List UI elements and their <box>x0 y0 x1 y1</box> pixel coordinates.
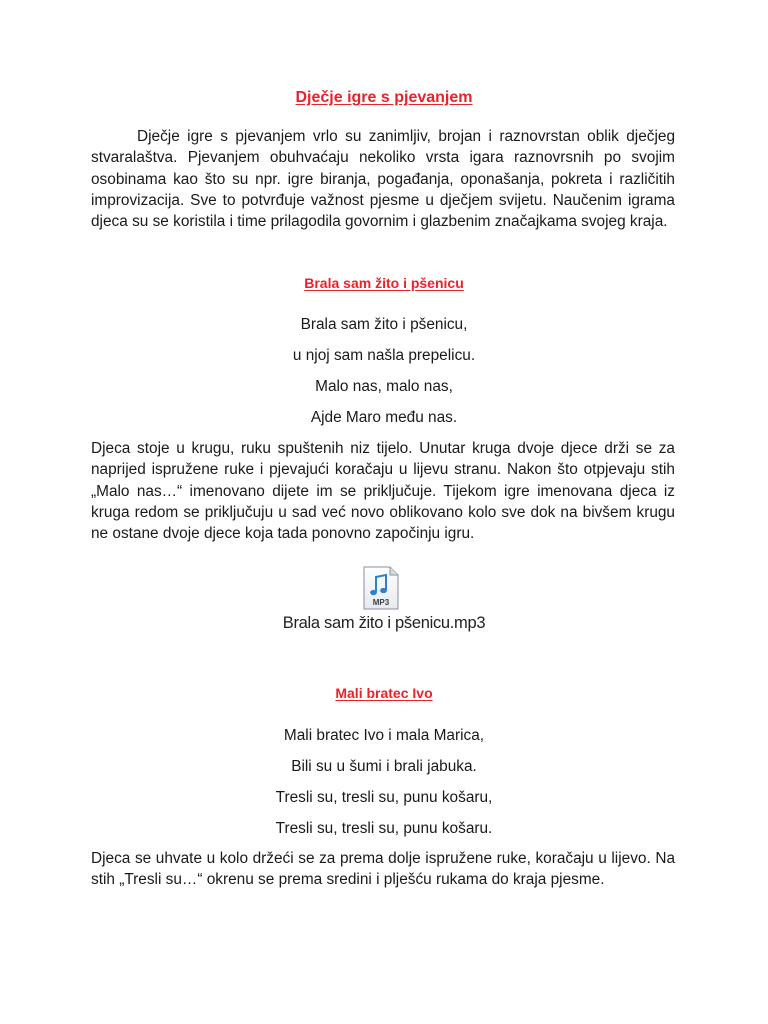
song2-verse-4: Tresli su, tresli su, punu košaru. <box>275 820 493 837</box>
mp3-attachment[interactable] <box>0 566 768 636</box>
intro-paragraph: Dječje igre s pjevanjem vrlo su zanimljiv, brojan i raznovrstan oblik dječjeg stvaralaštva. Pjevanjem obuhvaćaju nekoliko vrsta igara raznovrsnih po svojim osobinama kao što su npr. igre biranja, pogađanja, oponašanja, pokreta i različitih improvizacija. Sve to potvrđuje važnost pjesme u dječjem svijetu. Naučenim igrama djeca su se koristila i time prilagodila govornim i glazbenim značajkama svojeg kraja. <box>91 128 675 231</box>
song1-verse-1: Brala sam žito i pšenicu, <box>300 316 468 333</box>
song1-verse-2: u njoj sam našla prepelicu. <box>292 347 476 364</box>
song2-title: Mali bratec Ivo <box>335 685 433 701</box>
song1-description: Djeca stoje u krugu, ruku spuštenih niz tijelo. Unutar kruga dvoje djece drži se za naprijed ispružene ruke i pjevajući koračaju u lijevu stranu. Nakon što otpjevaju stih „Malo nas…“ imenovano dijete im se priključuje. Tijekom igre imenovana djeca iz kruga redom se priključuju u sad već novo oblikovano kolo sve dok na bivšem krugu ne ostane dvoje djece koja tada ponovno započinju igru. <box>91 440 675 543</box>
mp3-file-name[interactable]: Brala sam žito i pšenicu.mp3 <box>282 614 486 632</box>
document-title: Dječje igre s pjevanjem <box>295 89 473 106</box>
song1-verse-3: Malo nas, malo nas, <box>315 378 453 395</box>
song2-verse-3: Tresli su, tresli su, punu košaru, <box>275 789 493 806</box>
svg-text:MP3: MP3 <box>372 598 390 607</box>
song2-description: Djeca se uhvate u kolo držeći se za prema dolje ispružene ruke, koračaju u lijevo. Na stih „Tresli su…“ okrenu se prema sredini i plješću rukama do kraja pjesme. <box>91 850 675 889</box>
song1-verse-4: Ajde Maro među nas. <box>310 409 458 426</box>
song1-title: Brala sam žito i pšenicu <box>304 275 464 291</box>
mp3-file-icon[interactable] <box>362 566 400 610</box>
song2-verse-2: Bili su u šumi i brali jabuka. <box>291 758 477 775</box>
song2-verse-1: Mali bratec Ivo i mala Marica, <box>283 727 485 744</box>
